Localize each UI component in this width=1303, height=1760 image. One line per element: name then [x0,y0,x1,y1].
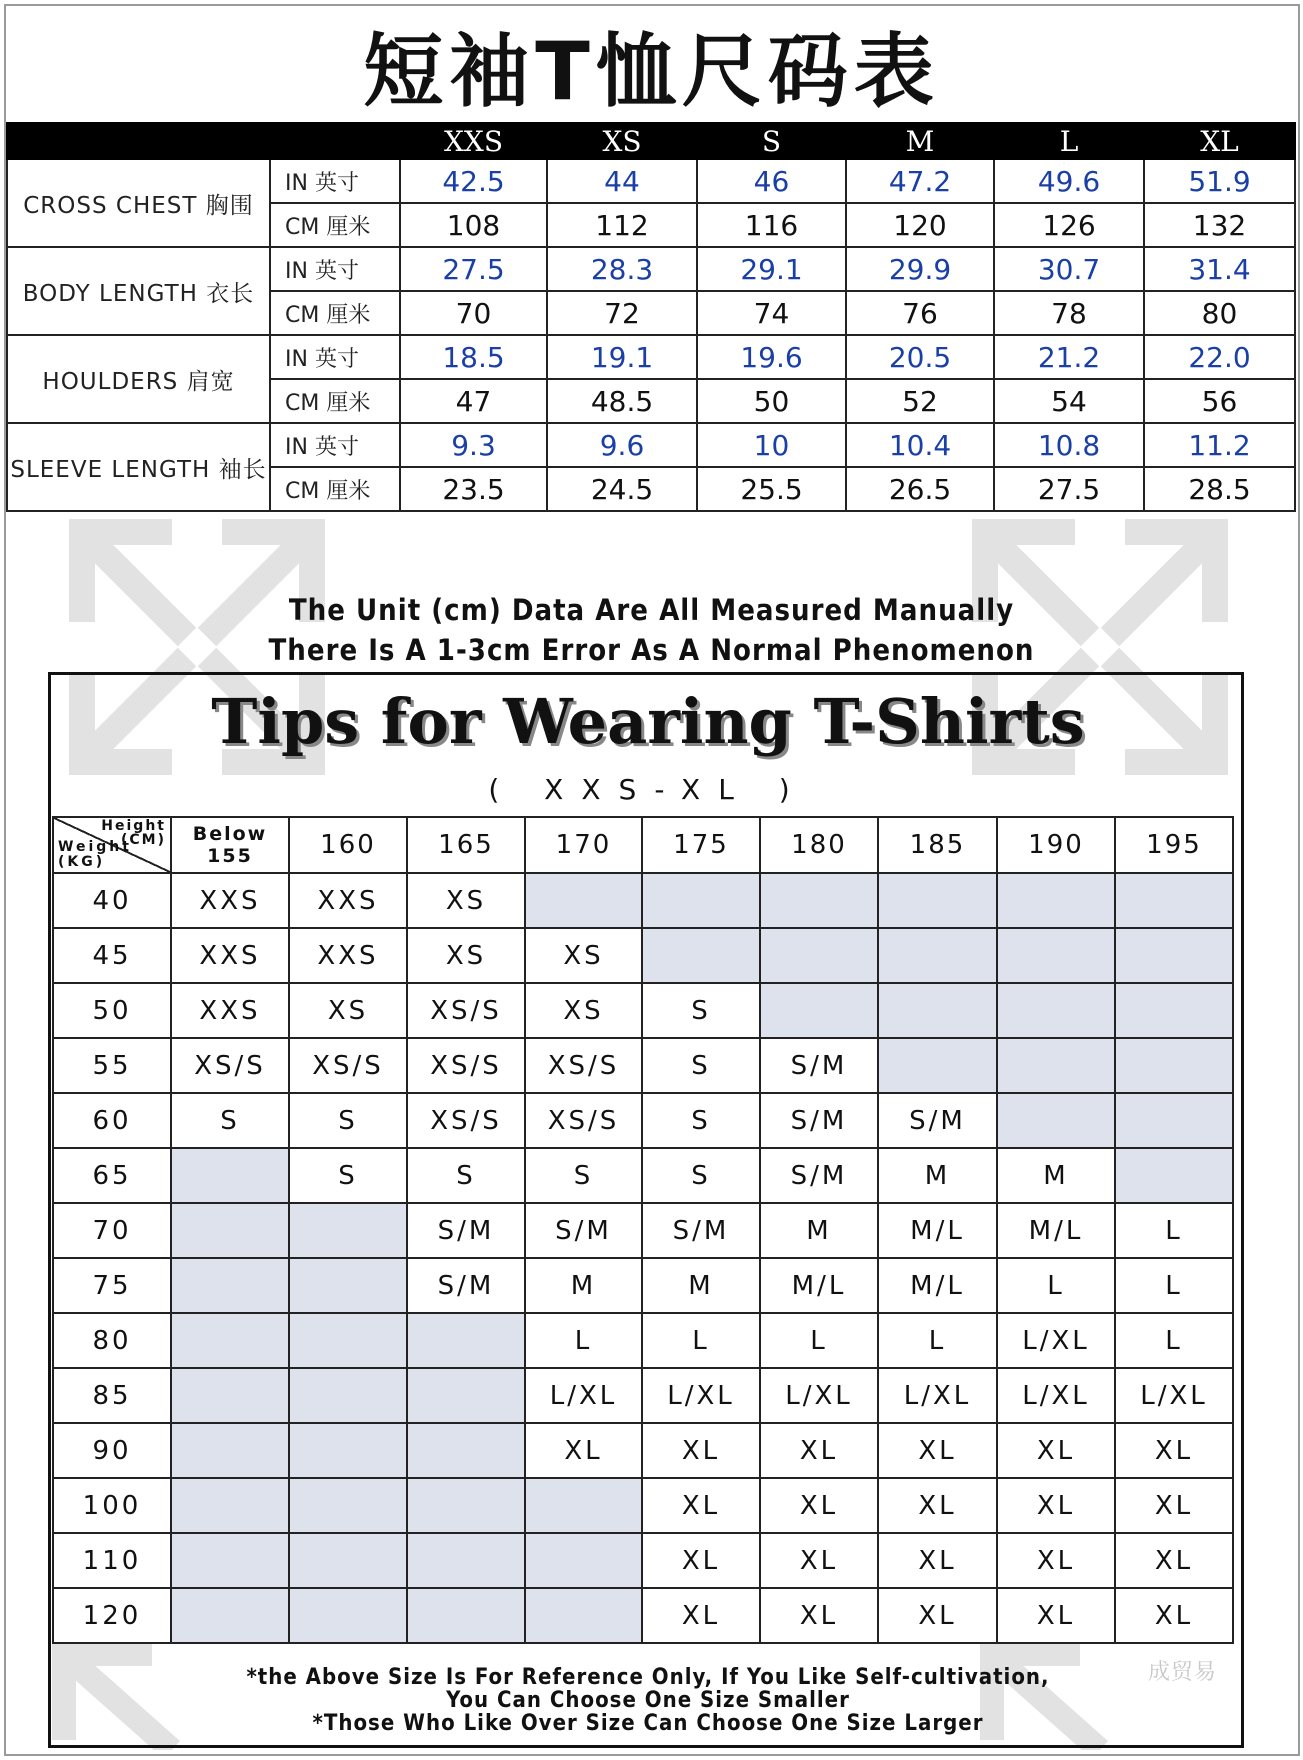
empty-size-cell [525,873,642,928]
measurement-value: 116 [697,203,846,247]
recommended-size-cell: L [1115,1203,1233,1258]
weight-label: 120 [53,1588,171,1643]
empty-size-cell [289,1533,407,1588]
recommended-size-cell: L [760,1313,878,1368]
recommended-size-cell: M [760,1203,878,1258]
brand-watermark: 成贸易 [1148,1660,1218,1685]
recommended-size-cell: XL [1115,1423,1233,1478]
recommended-size-cell: S/M [407,1203,525,1258]
recommended-size-cell: S [642,1093,760,1148]
measurement-value: 29.1 [697,247,846,291]
measurement-value: 26.5 [846,467,994,511]
size-header: XXS [400,123,547,159]
measurement-name: BODY LENGTH 衣长 [7,247,270,335]
empty-size-cell [1115,1093,1233,1148]
recommended-size-cell: XL [642,1423,760,1478]
unit-label: CM 厘米 [270,379,400,423]
height-header-row [53,817,1233,873]
recommended-size-cell: M/L [878,1203,997,1258]
height-header: 180 [760,817,878,873]
recommended-size-cell: XL [760,1588,878,1643]
empty-size-cell [997,1038,1115,1093]
weight-row [53,1533,1233,1588]
empty-size-cell [171,1588,289,1643]
empty-size-cell [289,1423,407,1478]
empty-size-cell [171,1148,289,1203]
empty-size-cell [171,1313,289,1368]
measurement-row-in [7,335,1295,379]
height-weight-corner [53,817,171,873]
empty-size-cell [878,873,997,928]
recommended-size-cell: L [1115,1313,1233,1368]
empty-size-cell [407,1478,525,1533]
measurement-value: 54 [994,379,1144,423]
footer-line: *the Above Size Is For Reference Only, If You Like Self-cultivation, [246,1665,1050,1690]
weight-label: 110 [53,1533,171,1588]
size-recommendation-table [52,816,1234,1644]
measurement-value: 132 [1144,203,1295,247]
weight-row [53,1478,1233,1533]
recommended-size-cell: L/XL [760,1368,878,1423]
empty-size-cell [997,928,1115,983]
unit-label: IN 英寸 [270,423,400,467]
empty-size-cell [407,1313,525,1368]
recommended-size-cell: XS [407,873,525,928]
page-title: 短袖T恤尺码表 [363,25,940,118]
measurement-value: 9.3 [400,423,547,467]
recommended-size-cell: XXS [171,983,289,1038]
recommended-size-cell: XL [1115,1478,1233,1533]
measurement-value: 42.5 [400,159,547,203]
weight-label: 60 [53,1093,171,1148]
weight-label: 45 [53,928,171,983]
recommended-size-cell: S [171,1093,289,1148]
measurement-value: 47.2 [846,159,994,203]
tips-subtitle: ( XXS-XL ) [488,773,808,806]
recommended-size-cell: XL [878,1423,997,1478]
recommended-size-cell: XL [642,1588,760,1643]
recommended-size-cell: S/M [407,1258,525,1313]
recommended-size-cell: XXS [171,873,289,928]
recommended-size-cell: XS [525,983,642,1038]
recommended-size-cell: L/XL [997,1368,1115,1423]
recommended-size-cell: S [642,1148,760,1203]
weight-label: 70 [53,1203,171,1258]
recommended-size-cell: XS [289,983,407,1038]
unit-label: CM 厘米 [270,203,400,247]
weight-row [53,1038,1233,1093]
measurement-value: 22.0 [1144,335,1295,379]
empty-size-cell [171,1203,289,1258]
empty-size-cell [997,873,1115,928]
measurement-value: 120 [846,203,994,247]
empty-size-cell [760,873,878,928]
height-header: 170 [525,817,642,873]
empty-size-cell [878,983,997,1038]
recommended-size-cell: S/M [760,1093,878,1148]
empty-size-cell [525,1478,642,1533]
measurement-value: 10.8 [994,423,1144,467]
weight-row [53,983,1233,1038]
measurement-value: 70 [400,291,547,335]
height-header: Below 155 [171,817,289,873]
recommended-size-cell: XS [407,928,525,983]
empty-size-cell [642,928,760,983]
measurement-value: 50 [697,379,846,423]
weight-row [53,928,1233,983]
measurement-value: 27.5 [994,467,1144,511]
recommended-size-cell: XL [997,1588,1115,1643]
measurement-value: 108 [400,203,547,247]
recommended-size-cell: XXS [289,873,407,928]
empty-size-cell [878,1038,997,1093]
empty-size-cell [525,1533,642,1588]
size-header: XL [1144,123,1295,159]
recommended-size-cell: XS/S [525,1093,642,1148]
size-header-blank [7,123,400,159]
recommended-size-cell: XL [878,1478,997,1533]
recommended-size-cell: S [642,983,760,1038]
recommended-size-cell: XXS [289,928,407,983]
corner-weight-label: Weight (KG) [58,839,132,870]
recommended-size-cell: XL [1115,1533,1233,1588]
measurement-value: 48.5 [547,379,697,423]
empty-size-cell [407,1368,525,1423]
recommended-size-cell: XS/S [171,1038,289,1093]
weight-row [53,873,1233,928]
empty-size-cell [1115,1038,1233,1093]
measurement-value: 21.2 [994,335,1144,379]
empty-size-cell [1115,873,1233,928]
recommended-size-cell: XL [997,1423,1115,1478]
empty-size-cell [289,1588,407,1643]
recommended-size-cell: L/XL [997,1313,1115,1368]
note-line: There Is A 1-3cm Error As A Normal Phenomenon [268,633,1035,667]
empty-size-cell [171,1368,289,1423]
recommended-size-cell: S/M [878,1093,997,1148]
empty-size-cell [407,1423,525,1478]
size-header: XS [547,123,697,159]
size-chart-table [6,122,1296,512]
weight-label: 75 [53,1258,171,1313]
height-header: 175 [642,817,760,873]
weight-label: 40 [53,873,171,928]
unit-label: IN 英寸 [270,335,400,379]
measurement-row-in [7,159,1295,203]
recommended-size-cell: S/M [760,1148,878,1203]
size-header: M [846,123,994,159]
recommended-size-cell: XL [760,1533,878,1588]
height-header: 185 [878,817,997,873]
empty-size-cell [642,873,760,928]
weight-label: 55 [53,1038,171,1093]
height-header: 195 [1115,817,1233,873]
weight-label: 85 [53,1368,171,1423]
recommended-size-cell: XS/S [407,1093,525,1148]
measurement-value: 23.5 [400,467,547,511]
empty-size-cell [1115,928,1233,983]
measurement-value: 44 [547,159,697,203]
recommended-size-cell: S [642,1038,760,1093]
size-header: L [994,123,1144,159]
recommended-size-cell: M [878,1148,997,1203]
recommended-size-cell: XXS [171,928,289,983]
weight-row [53,1423,1233,1478]
recommended-size-cell: XL [642,1478,760,1533]
empty-size-cell [289,1368,407,1423]
unit-label: IN 英寸 [270,247,400,291]
weight-row [53,1258,1233,1313]
recommended-size-cell: XL [997,1478,1115,1533]
measurement-value: 51.9 [1144,159,1295,203]
measurement-value: 19.1 [547,335,697,379]
empty-size-cell [760,983,878,1038]
recommended-size-cell: L [642,1313,760,1368]
empty-size-cell [407,1588,525,1643]
footer-line: You Can Choose One Size Smaller [446,1688,850,1713]
measurement-value: 78 [994,291,1144,335]
measurement-value: 47 [400,379,547,423]
recommended-size-cell: L [878,1313,997,1368]
unit-label: CM 厘米 [270,467,400,511]
empty-size-cell [997,1093,1115,1148]
measurement-value: 46 [697,159,846,203]
weight-row [53,1368,1233,1423]
measurement-value: 72 [547,291,697,335]
footer-line: *Those Who Like Over Size Can Choose One Size Larger [312,1711,984,1736]
empty-size-cell [1115,1148,1233,1203]
measurement-value: 52 [846,379,994,423]
weight-label: 65 [53,1148,171,1203]
measurement-value: 9.6 [547,423,697,467]
recommended-size-cell: XL [1115,1588,1233,1643]
recommended-size-cell: M [525,1258,642,1313]
size-header: S [697,123,846,159]
tips-title: Tips for Wearing T-Shirts [211,685,1085,758]
recommended-size-cell: M/L [760,1258,878,1313]
recommended-size-cell: L/XL [878,1368,997,1423]
empty-size-cell [289,1203,407,1258]
recommended-size-cell: L/XL [525,1368,642,1423]
measurement-value: 10.4 [846,423,994,467]
recommended-size-cell: L [525,1313,642,1368]
measurement-value: 27.5 [400,247,547,291]
measurement-value: 56 [1144,379,1295,423]
recommended-size-cell: M/L [997,1203,1115,1258]
recommended-size-cell: L [997,1258,1115,1313]
empty-size-cell [171,1478,289,1533]
empty-size-cell [407,1533,525,1588]
recommended-size-cell: S [289,1148,407,1203]
unit-label: IN 英寸 [270,159,400,203]
recommended-size-cell: M [997,1148,1115,1203]
height-header: 190 [997,817,1115,873]
measurement-value: 20.5 [846,335,994,379]
height-header: 160 [289,817,407,873]
measurement-value: 49.6 [994,159,1144,203]
recommended-size-cell: XL [878,1533,997,1588]
recommended-size-cell: M [642,1258,760,1313]
recommended-size-cell: S/M [642,1203,760,1258]
measurement-value: 24.5 [547,467,697,511]
weight-row [53,1588,1233,1643]
empty-size-cell [1115,983,1233,1038]
measurement-name: SLEEVE LENGTH 袖长 [7,423,270,511]
empty-size-cell [289,1258,407,1313]
measurement-row-in [7,247,1295,291]
measurement-value: 28.3 [547,247,697,291]
empty-size-cell [171,1423,289,1478]
recommended-size-cell: L [1115,1258,1233,1313]
recommended-size-cell: XS/S [525,1038,642,1093]
empty-size-cell [289,1478,407,1533]
measurement-value: 31.4 [1144,247,1295,291]
empty-size-cell [289,1313,407,1368]
recommended-size-cell: XL [997,1533,1115,1588]
recommended-size-cell: S [525,1148,642,1203]
weight-row [53,1093,1233,1148]
recommended-size-cell: XL [878,1588,997,1643]
measurement-value: 74 [697,291,846,335]
recommended-size-cell: L/XL [642,1368,760,1423]
weight-row [53,1203,1233,1258]
corner-height-label: Height (CM) [101,818,166,848]
measurement-value: 30.7 [994,247,1144,291]
measurement-value: 19.6 [697,335,846,379]
measurement-name: HOULDERS 肩宽 [7,335,270,423]
measurement-value: 28.5 [1144,467,1295,511]
recommended-size-cell: S [407,1148,525,1203]
recommended-size-cell: XS/S [407,983,525,1038]
recommended-size-cell: XL [760,1423,878,1478]
footer-notes [52,1666,1244,1735]
measurement-value: 112 [547,203,697,247]
recommended-size-cell: S/M [760,1038,878,1093]
weight-label: 50 [53,983,171,1038]
recommended-size-cell: XS/S [407,1038,525,1093]
recommended-size-cell: L/XL [1115,1368,1233,1423]
recommended-size-cell: XS/S [289,1038,407,1093]
measurement-value: 29.9 [846,247,994,291]
measurement-value: 25.5 [697,467,846,511]
recommended-size-cell: S/M [525,1203,642,1258]
weight-row [53,1148,1233,1203]
empty-size-cell [171,1258,289,1313]
unit-label: CM 厘米 [270,291,400,335]
recommended-size-cell: XL [642,1533,760,1588]
measurement-value: 11.2 [1144,423,1295,467]
measurement-name: CROSS CHEST 胸围 [7,159,270,247]
measurement-value: 80 [1144,291,1295,335]
empty-size-cell [878,928,997,983]
size-header-row [7,123,1295,159]
weight-label: 100 [53,1478,171,1533]
measurement-notes [0,590,1303,670]
empty-size-cell [171,1533,289,1588]
empty-size-cell [997,983,1115,1038]
recommended-size-cell: XL [760,1478,878,1533]
recommended-size-cell: XS [525,928,642,983]
measurement-value: 76 [846,291,994,335]
weight-label: 90 [53,1423,171,1478]
recommended-size-cell: XL [525,1423,642,1478]
recommended-size-cell: M/L [878,1258,997,1313]
empty-size-cell [525,1588,642,1643]
note-line: The Unit (cm) Data Are All Measured Manually [288,593,1015,627]
measurement-value: 10 [697,423,846,467]
recommended-size-cell: S [289,1093,407,1148]
weight-row [53,1313,1233,1368]
measurement-value: 18.5 [400,335,547,379]
measurement-row-in [7,423,1295,467]
measurement-value: 126 [994,203,1144,247]
height-header: 165 [407,817,525,873]
weight-label: 80 [53,1313,171,1368]
empty-size-cell [760,928,878,983]
